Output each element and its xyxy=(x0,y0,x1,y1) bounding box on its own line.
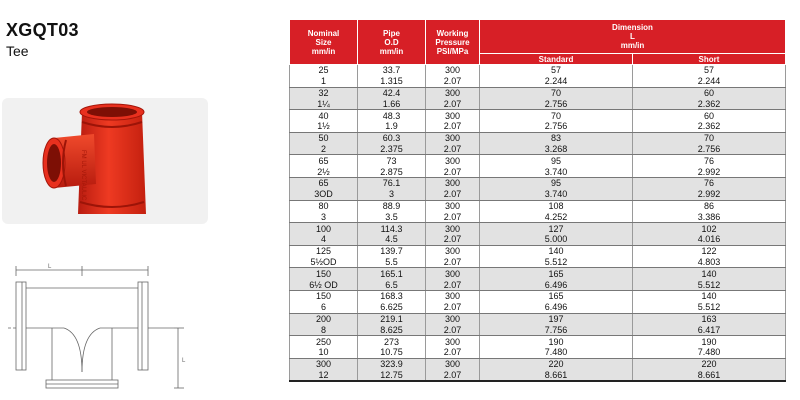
working-pressure-cell: 300 xyxy=(426,132,480,143)
table-row xyxy=(290,98,786,109)
working-pressure-cell: 300 xyxy=(426,110,480,121)
nominal-size-cell: 32 xyxy=(290,87,358,98)
pipe-od-cell: 1.9 xyxy=(358,121,426,132)
working-pressure-cell: 300 xyxy=(426,358,480,369)
short-length-cell: 140 xyxy=(633,268,786,279)
short-length-cell: 2.244 xyxy=(633,76,786,87)
table-row xyxy=(290,200,786,211)
standard-length-cell: 3.740 xyxy=(480,189,633,200)
nominal-size-cell: 2½ xyxy=(290,166,358,177)
table-row xyxy=(290,155,786,166)
standard-length-cell: 95 xyxy=(480,155,633,166)
product-photo xyxy=(2,98,208,224)
pipe-od-cell: 273 xyxy=(358,336,426,347)
table-row xyxy=(290,177,786,188)
pipe-od-cell: 76.1 xyxy=(358,177,426,188)
short-length-cell: 8.661 xyxy=(633,370,786,382)
working-pressure-cell: 2.07 xyxy=(426,98,480,109)
short-length-cell: 163 xyxy=(633,313,786,324)
standard-length-cell: 140 xyxy=(480,245,633,256)
short-length-cell: 2.362 xyxy=(633,121,786,132)
pipe-od-cell: 42.4 xyxy=(358,87,426,98)
working-pressure-cell: 2.07 xyxy=(426,324,480,335)
nominal-size-cell: 40 xyxy=(290,110,358,121)
pipe-od-cell: 2.875 xyxy=(358,166,426,177)
working-pressure-cell: 300 xyxy=(426,87,480,98)
working-pressure-cell: 300 xyxy=(426,177,480,188)
pipe-od-cell: 48.3 xyxy=(358,110,426,121)
short-length-cell: 70 xyxy=(633,132,786,143)
pipe-od-cell: 6.5 xyxy=(358,279,426,290)
nominal-size-cell: 3OD xyxy=(290,189,358,200)
short-length-cell: 7.480 xyxy=(633,347,786,358)
pipe-od-cell: 5.5 xyxy=(358,257,426,268)
standard-length-cell: 190 xyxy=(480,336,633,347)
pipe-od-cell: 139.7 xyxy=(358,245,426,256)
working-pressure-cell: 2.07 xyxy=(426,144,480,155)
pipe-od-cell: 10.75 xyxy=(358,347,426,358)
nominal-size-cell: 10 xyxy=(290,347,358,358)
pipe-od-cell: 3.5 xyxy=(358,211,426,222)
nominal-size-cell: 1¼ xyxy=(290,98,358,109)
short-length-cell: 5.512 xyxy=(633,302,786,313)
product-name: Tee xyxy=(6,43,29,59)
table-row xyxy=(290,166,786,177)
working-pressure-cell: 2.07 xyxy=(426,257,480,268)
standard-length-cell: 8.661 xyxy=(480,370,633,382)
short-length-cell: 140 xyxy=(633,290,786,301)
standard-length-cell: 57 xyxy=(480,65,633,76)
nominal-size-cell: 5½OD xyxy=(290,257,358,268)
standard-length-cell: 2.244 xyxy=(480,76,633,87)
short-length-cell: 2.992 xyxy=(633,166,786,177)
nominal-size-cell: 12 xyxy=(290,370,358,382)
short-length-cell: 2.362 xyxy=(633,98,786,109)
pipe-od-cell: 323.9 xyxy=(358,358,426,369)
pipe-od-cell: 33.7 xyxy=(358,65,426,76)
nominal-size-cell: 8 xyxy=(290,324,358,335)
short-length-cell: 3.386 xyxy=(633,211,786,222)
table-row xyxy=(290,234,786,245)
table-row xyxy=(290,358,786,369)
nominal-size-cell: 6½ OD xyxy=(290,279,358,290)
standard-length-cell: 165 xyxy=(480,268,633,279)
standard-length-cell: 165 xyxy=(480,290,633,301)
table-row xyxy=(290,313,786,324)
table-row xyxy=(290,336,786,347)
standard-length-cell: 5.512 xyxy=(480,257,633,268)
working-pressure-cell: 2.07 xyxy=(426,302,480,313)
product-code: XGQT03 xyxy=(6,20,79,40)
pipe-od-cell: 219.1 xyxy=(358,313,426,324)
working-pressure-cell: 300 xyxy=(426,245,480,256)
table-row xyxy=(290,370,786,382)
short-length-cell: 2.756 xyxy=(633,144,786,155)
pipe-od-cell: 1.315 xyxy=(358,76,426,87)
nominal-size-cell: 100 xyxy=(290,223,358,234)
standard-length-cell: 95 xyxy=(480,177,633,188)
pipe-od-cell: 88.9 xyxy=(358,200,426,211)
standard-length-cell: 4.252 xyxy=(480,211,633,222)
standard-length-cell: 83 xyxy=(480,132,633,143)
standard-length-cell: 6.496 xyxy=(480,279,633,290)
nominal-size-cell: 6 xyxy=(290,302,358,313)
standard-length-cell: 3.740 xyxy=(480,166,633,177)
table-row xyxy=(290,268,786,279)
header-pipe-od: Pipe O.D mm/in xyxy=(358,20,426,65)
short-length-cell: 4.803 xyxy=(633,257,786,268)
svg-text:L: L xyxy=(48,264,52,270)
working-pressure-cell: 2.07 xyxy=(426,166,480,177)
working-pressure-cell: 2.07 xyxy=(426,121,480,132)
header-nominal-size: Nominal Size mm/in xyxy=(290,20,358,65)
dimension-drawing xyxy=(8,262,208,398)
table-row xyxy=(290,257,786,268)
working-pressure-cell: 300 xyxy=(426,200,480,211)
pipe-od-cell: 4.5 xyxy=(358,234,426,245)
pipe-od-cell: 1.66 xyxy=(358,98,426,109)
nominal-size-cell: 125 xyxy=(290,245,358,256)
working-pressure-cell: 300 xyxy=(426,313,480,324)
short-length-cell: 122 xyxy=(633,245,786,256)
pipe-od-cell: 2.375 xyxy=(358,144,426,155)
pipe-od-cell: 6.625 xyxy=(358,302,426,313)
nominal-size-cell: 1½ xyxy=(290,121,358,132)
table-row xyxy=(290,245,786,256)
table-row xyxy=(290,223,786,234)
working-pressure-cell: 300 xyxy=(426,336,480,347)
table-row xyxy=(290,211,786,222)
working-pressure-cell: 2.07 xyxy=(426,234,480,245)
table-row xyxy=(290,189,786,200)
short-length-cell: 57 xyxy=(633,65,786,76)
table-row xyxy=(290,87,786,98)
short-length-cell: 76 xyxy=(633,177,786,188)
standard-length-cell: 127 xyxy=(480,223,633,234)
nominal-size-cell: 3 xyxy=(290,211,358,222)
nominal-size-cell: 25 xyxy=(290,65,358,76)
header-short: Short xyxy=(633,54,786,65)
working-pressure-cell: 300 xyxy=(426,65,480,76)
working-pressure-cell: 2.07 xyxy=(426,189,480,200)
working-pressure-cell: 300 xyxy=(426,155,480,166)
standard-length-cell: 3.268 xyxy=(480,144,633,155)
table-row xyxy=(290,324,786,335)
nominal-size-cell: 150 xyxy=(290,268,358,279)
pipe-od-cell: 73 xyxy=(358,155,426,166)
nominal-size-cell: 65 xyxy=(290,155,358,166)
nominal-size-cell: 4 xyxy=(290,234,358,245)
standard-length-cell: 6.496 xyxy=(480,302,633,313)
pipe-od-cell: 168.3 xyxy=(358,290,426,301)
working-pressure-cell: 2.07 xyxy=(426,370,480,382)
pipe-od-cell: 60.3 xyxy=(358,132,426,143)
standard-length-cell: 70 xyxy=(480,110,633,121)
table-row xyxy=(290,121,786,132)
table-row xyxy=(290,65,786,76)
header-dimension: Dimension L mm/in xyxy=(480,20,786,54)
short-length-cell: 190 xyxy=(633,336,786,347)
pipe-od-cell: 3 xyxy=(358,189,426,200)
header-standard: Standard xyxy=(480,54,633,65)
standard-length-cell: 70 xyxy=(480,87,633,98)
short-length-cell: 102 xyxy=(633,223,786,234)
table-row xyxy=(290,144,786,155)
short-length-cell: 220 xyxy=(633,358,786,369)
nominal-size-cell: 250 xyxy=(290,336,358,347)
table-row xyxy=(290,76,786,87)
working-pressure-cell: 2.07 xyxy=(426,76,480,87)
standard-length-cell: 2.756 xyxy=(480,98,633,109)
standard-length-cell: 2.756 xyxy=(480,121,633,132)
pipe-od-cell: 12.75 xyxy=(358,370,426,382)
nominal-size-cell: 150 xyxy=(290,290,358,301)
short-length-cell: 86 xyxy=(633,200,786,211)
standard-length-cell: 108 xyxy=(480,200,633,211)
short-length-cell: 6.417 xyxy=(633,324,786,335)
header-working-pressure: Working Pressure PSI/MPa xyxy=(426,20,480,65)
short-length-cell: 4.016 xyxy=(633,234,786,245)
table-row xyxy=(290,132,786,143)
working-pressure-cell: 2.07 xyxy=(426,279,480,290)
table-body xyxy=(290,65,786,382)
nominal-size-cell: 2 xyxy=(290,144,358,155)
casting-marking: FM UL VICTAULIC xyxy=(80,150,86,201)
working-pressure-cell: 2.07 xyxy=(426,347,480,358)
nominal-size-cell: 50 xyxy=(290,132,358,143)
nominal-size-cell: 200 xyxy=(290,313,358,324)
short-length-cell: 60 xyxy=(633,110,786,121)
svg-text:L: L xyxy=(182,358,186,364)
short-length-cell: 60 xyxy=(633,87,786,98)
short-length-cell: 2.992 xyxy=(633,189,786,200)
pipe-od-cell: 165.1 xyxy=(358,268,426,279)
standard-length-cell: 7.756 xyxy=(480,324,633,335)
working-pressure-cell: 300 xyxy=(426,268,480,279)
tee-fitting-image xyxy=(2,98,208,224)
pipe-od-cell: 114.3 xyxy=(358,223,426,234)
table-row xyxy=(290,110,786,121)
standard-length-cell: 220 xyxy=(480,358,633,369)
standard-length-cell: 5.000 xyxy=(480,234,633,245)
pipe-od-cell: 8.625 xyxy=(358,324,426,335)
working-pressure-cell: 300 xyxy=(426,223,480,234)
short-length-cell: 5.512 xyxy=(633,279,786,290)
table-row xyxy=(290,290,786,301)
dimension-table xyxy=(289,19,786,382)
short-length-cell: 76 xyxy=(633,155,786,166)
nominal-size-cell: 65 xyxy=(290,177,358,188)
nominal-size-cell: 1 xyxy=(290,76,358,87)
table-row xyxy=(290,347,786,358)
table-row xyxy=(290,302,786,313)
working-pressure-cell: 300 xyxy=(426,290,480,301)
working-pressure-cell: 2.07 xyxy=(426,211,480,222)
standard-length-cell: 197 xyxy=(480,313,633,324)
table-row xyxy=(290,279,786,290)
nominal-size-cell: 80 xyxy=(290,200,358,211)
nominal-size-cell: 300 xyxy=(290,358,358,369)
standard-length-cell: 7.480 xyxy=(480,347,633,358)
